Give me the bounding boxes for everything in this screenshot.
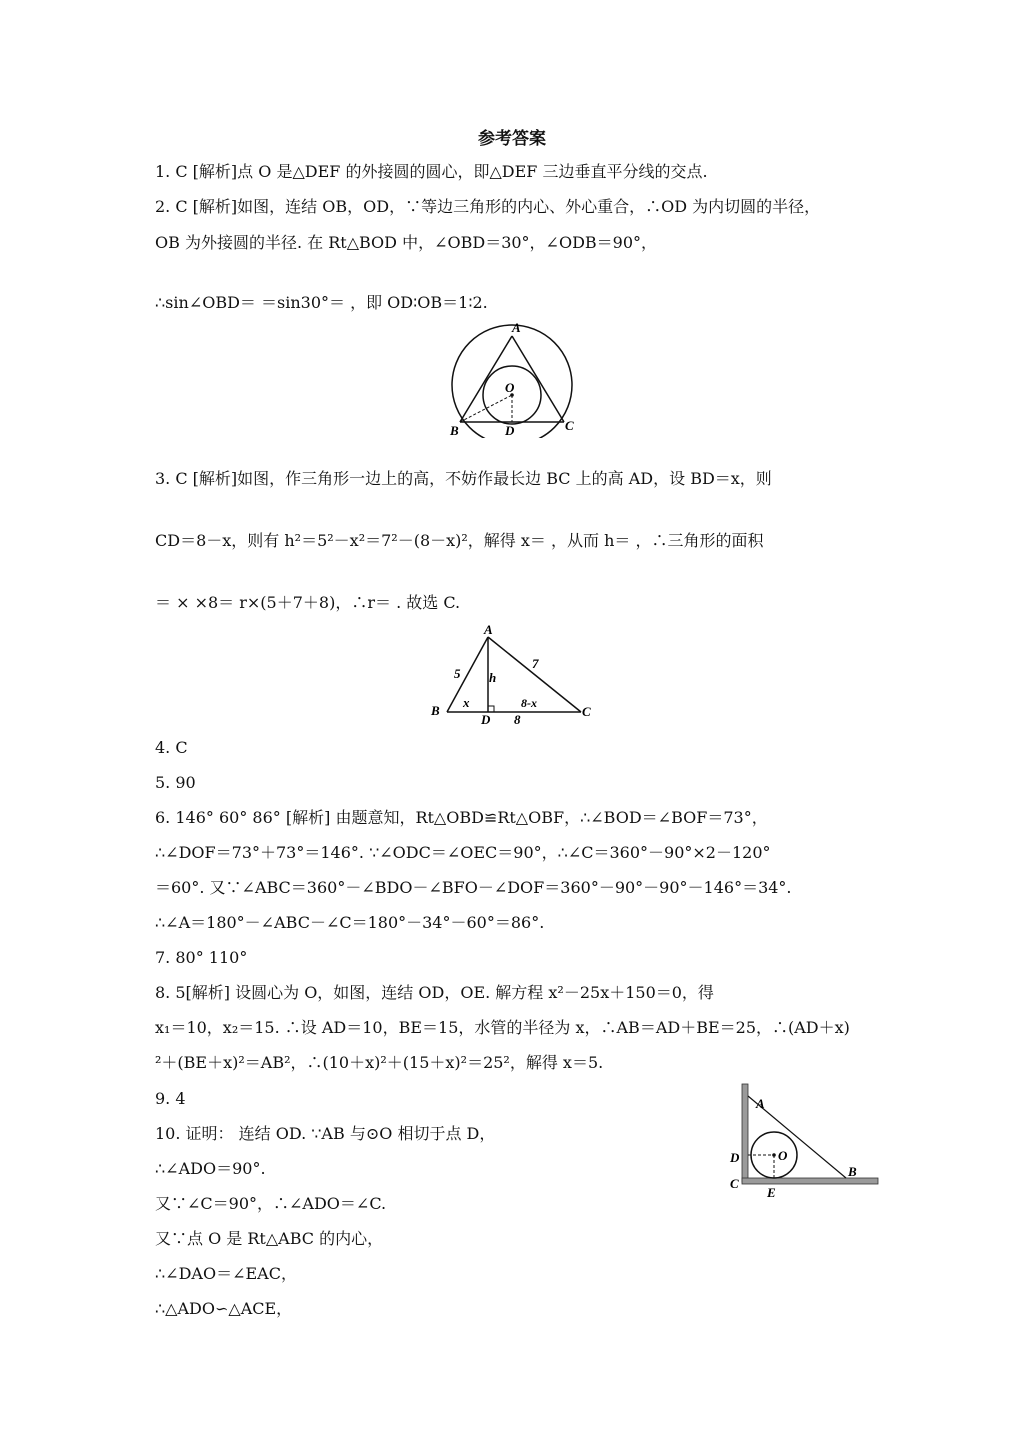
label-c: C [730,1176,739,1191]
answer-10-line-2: ∴∠ADO＝90°. [155,1159,266,1178]
answer-3-line-1: 3. C [解析]如图，作三角形一边上的高，不妨作最长边 BC 上的高 AD，设 BD＝x，则 [155,469,772,488]
answer-10-line-3: 又∵∠C＝90°，∴∠ADO＝∠C. [155,1194,387,1213]
label-d: D [505,423,515,438]
page-title: 参考答案 [478,129,546,149]
answer-6-line-3: ＝60°. 又∵∠ABC＝360°－∠BDO－∠BFO－∠DOF＝360°－90°－90°－146°＝34°. [155,878,792,897]
figure-triangle-height [425,620,605,730]
answer-1: 1. C [解析]点 O 是△DEF 的外接圆的圆心，即△DEF 三边垂直平分线的交点. [155,162,708,181]
label-side-7: 7 [532,656,539,671]
label-e: E [767,1185,776,1200]
label-o: O [505,380,515,395]
label-c: C [582,704,591,719]
answer-6-line-1: 6. 146° 60° 86° [解析] 由题意知，Rt△OBD≌Rt△OBF，∴∠BOD＝∠BOF＝73°， [155,808,768,827]
answer-8-line-1: 8. 5[解析] 设圆心为 O，如图，连结 OD，OE. 解方程 x²－25x＋150＝0，得 [155,983,714,1002]
label-8: 8 [514,712,521,727]
label-a: A [756,1096,765,1111]
answer-9: 9. 4 [155,1089,186,1108]
answer-8-line-3: ²＋(BE＋x)²＝AB²，∴(10＋x)²＋(15＋x)²＝25²，解得 x＝5. [155,1053,604,1072]
label-side-5: 5 [454,666,461,681]
answer-5: 5. 90 [155,773,196,792]
answer-6-line-4: ∴∠A＝180°－∠ABC－∠C＝180°－34°－60°＝86°. [155,913,545,932]
answer-2-line-1: 2. C [解析]如图，连结 OB，OD，∵等边三角形的内心、外心重合，∴OD 为内切圆的半径， [155,197,821,216]
label-d: D [481,712,491,727]
label-a: A [512,320,521,335]
label-a: A [484,622,493,637]
label-o: O [778,1148,788,1163]
label-8-minus-x: 8-x [521,696,537,710]
label-b: B [848,1164,857,1179]
answer-2-line-3: ∴sin∠OBD＝ ＝sin30°＝ ，即 OD∶OB＝1∶2. [155,293,488,312]
answer-10-line-4: 又∵点 O 是 Rt△ABC 的内心， [155,1229,384,1248]
answer-7: 7. 80° 110° [155,948,248,967]
figure-circles-triangle [440,318,590,438]
answer-3-line-2: CD＝8－x，则有 h²＝5²－x²＝7²－(8－x)²，解得 x＝ ，从而 h＝ ，∴三角形的面积 [155,531,764,550]
answer-10-line-6: ∴△ADO∽△ACE， [155,1299,293,1318]
answer-10-line-5: ∴∠DAO＝∠EAC， [155,1264,297,1283]
answer-3-line-3: ＝ × ×8＝ r×(5＋7＋8)，∴r＝ . 故选 C. [155,593,461,612]
label-b: B [431,703,440,718]
label-b: B [450,423,459,438]
label-c: C [565,418,574,433]
answer-4: 4. C [155,738,188,757]
label-h: h [489,670,497,685]
answer-8-line-2: x₁＝10，x₂＝15. ∴设 AD＝10，BE＝15，水管的半径为 x，∴AB＝AD＋BE＝25，∴(AD＋x) [155,1018,850,1037]
label-x: x [463,695,470,710]
label-d: D [730,1150,740,1165]
figure-pipe-corner [722,1080,887,1205]
answer-6-line-2: ∴∠DOF＝73°＋73°＝146°. ∵∠ODC＝∠OEC＝90°，∴∠C＝360°－90°×2－120° [155,843,771,862]
answer-10-line-1: 10. 证明： 连结 OD. ∵AB 与⊙O 相切于点 D， [155,1124,496,1143]
answer-2-line-2: OB 为外接圆的半径. 在 Rt△BOD 中，∠OBD＝30°，∠ODB＝90°， [155,233,658,252]
